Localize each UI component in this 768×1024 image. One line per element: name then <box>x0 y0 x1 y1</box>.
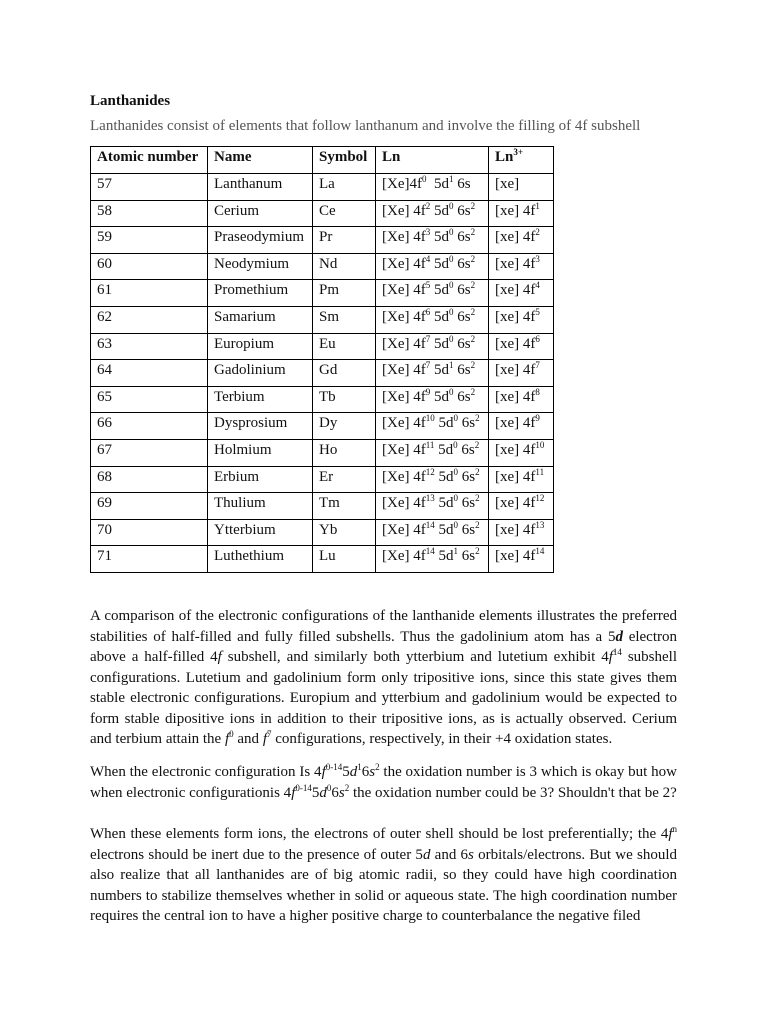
paragraph-question: When the electronic configuration Is $4f^{0-14}5d^16s^2$ the oxidation number is 3 which is okay but how when electronic configurationis $4f^{0-14}5d^06s^2$ the oxidation number could be 3? Shouldn't that be 2? <box>90 762 677 801</box>
cell-atomic-number: 66 <box>91 413 208 440</box>
cell-symbol: Tb <box>313 386 376 413</box>
header-ln: Ln <box>376 147 489 174</box>
cell-ln-config: [Xe] $4f^6$ $5d^0$ $6s^2$ <box>376 306 489 333</box>
table-row <box>91 227 554 254</box>
cell-name: Samarium <box>208 306 313 333</box>
cell-atomic-number: 70 <box>91 519 208 546</box>
cell-name: Ytterbium <box>208 519 313 546</box>
cell-atomic-number: 57 <box>91 174 208 201</box>
cell-symbol: Lu <box>313 546 376 573</box>
cell-symbol: Ce <box>313 200 376 227</box>
cell-atomic-number: 61 <box>91 280 208 307</box>
header-ln-ion <box>489 147 554 174</box>
cell-symbol: Ho <box>313 439 376 466</box>
cell-name: Praseodymium <box>208 227 313 254</box>
cell-name: Cerium <box>208 200 313 227</box>
cell-symbol: Dy <box>313 413 376 440</box>
cell-ln-config: [Xe] $4f^5$ $5d^0$ $6s^2$ <box>376 280 489 307</box>
cell-ion-config: [xe] $4f^1$ <box>489 200 554 227</box>
cell-name: Europium <box>208 333 313 360</box>
cell-ion-config: [xe] $4f^8$ <box>489 386 554 413</box>
cell-ln-config: [Xe] $4f^{12}$ $5d^0$ $6s^2$ <box>376 466 489 493</box>
table-row <box>91 360 554 387</box>
cell-symbol: Sm <box>313 306 376 333</box>
cell-symbol: Pr <box>313 227 376 254</box>
cell-atomic-number: 63 <box>91 333 208 360</box>
cell-atomic-number: 58 <box>91 200 208 227</box>
cell-name: Gadolinium <box>208 360 313 387</box>
table-row <box>91 386 554 413</box>
cell-atomic-number: 62 <box>91 306 208 333</box>
cell-ln-config: [Xe] $4f^7$ $5d^0$ $6s^2$ <box>376 333 489 360</box>
cell-ln-config: [Xe] $4f^2$ $5d^0$ $6s^2$ <box>376 200 489 227</box>
cell-symbol: Nd <box>313 253 376 280</box>
table-header-row <box>91 147 554 174</box>
header-symbol: Symbol <box>313 147 376 174</box>
cell-symbol: Pm <box>313 280 376 307</box>
table-row <box>91 174 554 201</box>
cell-name: Lanthanum <box>208 174 313 201</box>
cell-name: Promethium <box>208 280 313 307</box>
cell-name: Erbium <box>208 466 313 493</box>
paragraph-explanation: When these elements form ions, the electrons of outer shell should be lost preferentially; the $4f^n$ electrons should be inert due to the presence of outer 5d and 6s orbitals/electrons. But we should also realize that all lanthanides are of big atomic radii, so they could have high coordination numbers to stabilize themselves whether in solid or aqueous state. The high coordination number requires the central ion to have a higher positive charge to counterbalance the negative filed <box>90 824 677 924</box>
cell-ion-config: [xe] <box>489 174 554 201</box>
cell-atomic-number: 67 <box>91 439 208 466</box>
cell-atomic-number: 64 <box>91 360 208 387</box>
table-row <box>91 280 554 307</box>
table-row <box>91 253 554 280</box>
cell-symbol: Yb <box>313 519 376 546</box>
table-body <box>91 174 554 573</box>
cell-ion-config: [xe] $4f^7$ <box>489 360 554 387</box>
table-row <box>91 546 554 573</box>
cell-ln-config: [Xe] $4f^{14}$ $5d^1$ $6s^2$ <box>376 546 489 573</box>
cell-atomic-number: 65 <box>91 386 208 413</box>
cell-ln-config: [Xe] $4f^{11}$ $5d^0$ $6s^2$ <box>376 439 489 466</box>
cell-ln-config: [Xe] $4f^7$ $5d^1$ $6s^2$ <box>376 360 489 387</box>
cell-atomic-number: 71 <box>91 546 208 573</box>
table-row <box>91 493 554 520</box>
table-row <box>91 306 554 333</box>
header-ln-ion-base: Ln <box>495 149 514 165</box>
cell-ln-config: [Xe] $4f^4$ $5d^0$ $6s^2$ <box>376 253 489 280</box>
table-row <box>91 413 554 440</box>
cell-ln-config: [Xe] $4f^{14}$ $5d^0$ $6s^2$ <box>376 519 489 546</box>
cell-ln-config: [Xe] $4f^3$ $5d^0$ $6s^2$ <box>376 227 489 254</box>
cell-name: Luthethium <box>208 546 313 573</box>
table-row <box>91 466 554 493</box>
lanthanide-table <box>90 146 554 573</box>
cell-ion-config: [xe] $4f^3$ <box>489 253 554 280</box>
cell-ion-config: [xe] $4f^{14}$ <box>489 546 554 573</box>
cell-name: Holmium <box>208 439 313 466</box>
paragraph-comparison: A comparison of the electronic configurations of the lanthanide elements illustrates the preferred stabilities of half-filled and fully filled subshells. Thus the gadolinium atom has a 5d electron above a half-filled 4f subshell, and similarly both ytterbium and lutetium exhibit $4f^{14}$ subshell configurations. Lutetium and gadolinium form only tripositive ions, since this state gives them stable electronic configurations. Europium and ytterbium and gadolinium would be expected to form stable dipositive ions in addition to their tripositive ions, as is actually observed. Cerium and terbium attain the $f^0$ and $f^7$ configurations, respectively, in their +4 oxidation states. <box>90 608 677 747</box>
cell-ln-config: [Xe] $4f^{13}$ $5d^0$ $6s^2$ <box>376 493 489 520</box>
cell-ion-config: [xe] $4f^2$ <box>489 227 554 254</box>
cell-ion-config: [xe] $4f^{10}$ <box>489 439 554 466</box>
cell-atomic-number: 59 <box>91 227 208 254</box>
cell-name: Thulium <box>208 493 313 520</box>
cell-ion-config: [xe] $4f^{11}$ <box>489 466 554 493</box>
cell-ion-config: [xe] $4f^6$ <box>489 333 554 360</box>
cell-ln-config: [Xe] $4f^{10}$ $5d^0$ $6s^2$ <box>376 413 489 440</box>
cell-ion-config: [xe] $4f^4$ <box>489 280 554 307</box>
header-ln-ion-charge: 3+ <box>513 147 523 157</box>
table-row <box>91 439 554 466</box>
section-heading: Lanthanides <box>90 93 171 109</box>
cell-symbol: Er <box>313 466 376 493</box>
cell-symbol: Eu <box>313 333 376 360</box>
intro-text: Lanthanides consist of elements that follow lanthanum and involve the filling of 4f subshell <box>90 118 641 134</box>
table-row <box>91 200 554 227</box>
cell-ion-config: [xe] $4f^5$ <box>489 306 554 333</box>
table-row <box>91 519 554 546</box>
cell-ion-config: [xe] $4f^{12}$ <box>489 493 554 520</box>
table-row <box>91 333 554 360</box>
header-name: Name <box>208 147 313 174</box>
cell-name: Terbium <box>208 386 313 413</box>
cell-atomic-number: 60 <box>91 253 208 280</box>
cell-name: Dysprosium <box>208 413 313 440</box>
cell-ln-config: [Xe] $4f^9$ $5d^0$ $6s^2$ <box>376 386 489 413</box>
cell-atomic-number: 69 <box>91 493 208 520</box>
cell-ion-config: [xe] $4f^{13}$ <box>489 519 554 546</box>
cell-symbol: Tm <box>313 493 376 520</box>
header-atomic-number: Atomic number <box>91 147 208 174</box>
cell-symbol: Gd <box>313 360 376 387</box>
cell-atomic-number: 68 <box>91 466 208 493</box>
cell-ln-config: $[Xe]4f^0$ $5d^1$ 6s <box>376 174 489 201</box>
cell-name: Neodymium <box>208 253 313 280</box>
cell-symbol: La <box>313 174 376 201</box>
cell-ion-config: [xe] $4f^9$ <box>489 413 554 440</box>
